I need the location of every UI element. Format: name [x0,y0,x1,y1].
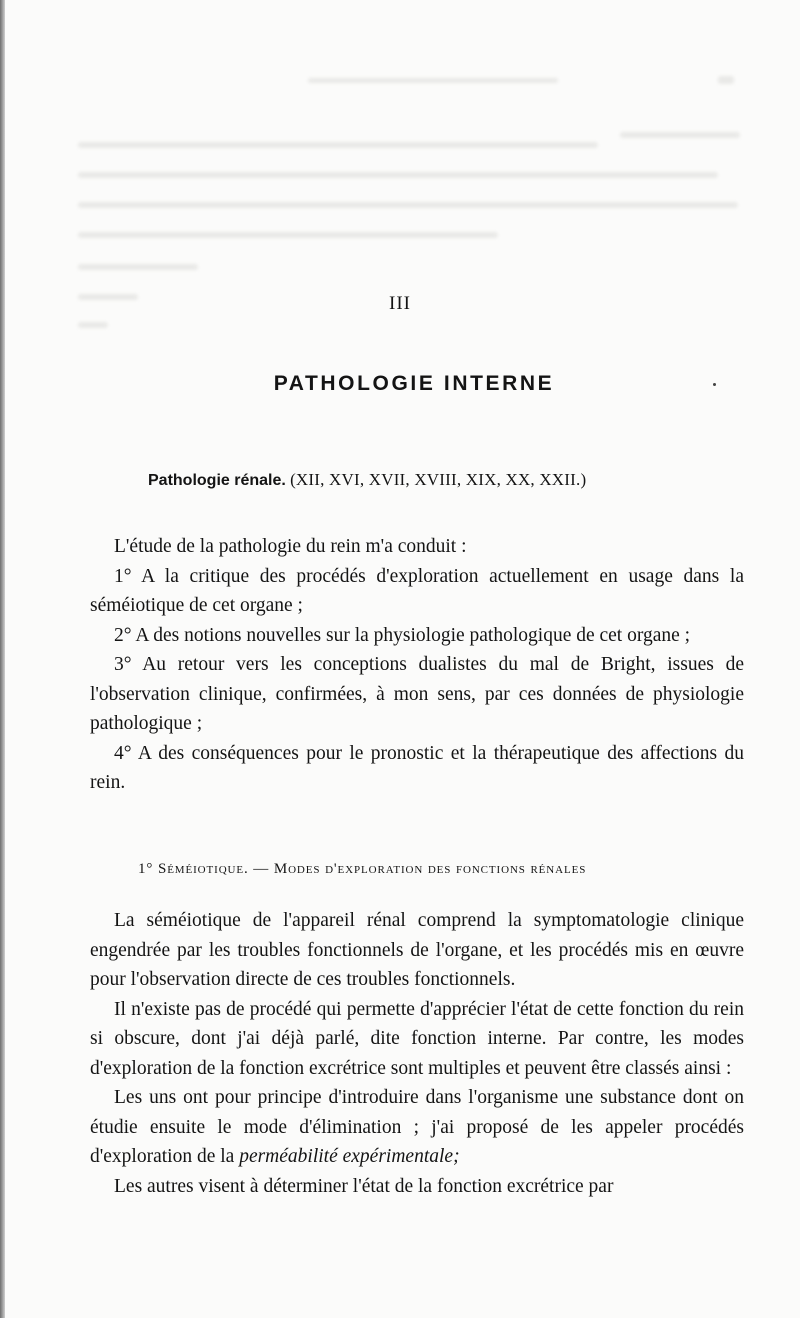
body-paragraph [90,1083,744,1172]
section-number: III [389,293,411,314]
subtitle [148,470,708,490]
body-paragraph: Il n'existe pas de procédé qui permette d'apprécier l'état de cette fonction du rein si obscure, dont j'ai déjà parlé, dite fonction interne. Par contre, les modes d'exploration de la fonction excrétrice sont multiples et peuvent être classés ainsi : [90,998,744,1079]
subsection-heading: 1° Séméiotique. — Modes d'exploration des fonctions rénales [138,861,587,877]
scan-edge [0,0,5,1318]
section-title: PATHOLOGIE INTERNE [273,372,555,395]
body-paragraph-text: Les uns ont pour principe d'introduire dans l'organisme une substance dont on étudie ensuite le mode d'élimination ; j'ai proposé de les appeler procédés d'exploration de la [90,1087,744,1167]
body-paragraph: Les autres visent à déterminer l'état de la fonction excrétrice par [114,1175,614,1197]
emphasis-text: perméabilité expérimentale; [239,1146,460,1167]
intro-paragraph: 1° A la critique des procédés d'exploration actuellement en usage dans la séméiotique de cet organe ; [90,565,744,616]
intro-text [90,532,744,798]
intro-paragraph: 2° A des notions nouvelles sur la physiologie pathologique de cet organe ; [114,624,691,646]
body-paragraph: La séméiotique de l'appareil rénal comprend la symptomatologie clinique engendrée par les troubles fonctionnels de l'organe, et les procédés mis en œuvre pour l'observation directe de ces troubles fonctionnels. [90,910,744,990]
subtitle-lead: Pathologie rénale. [148,472,286,489]
subtitle-references: (XII, XVI, XVII, XVIII, XIX, XX, XXII.) [290,470,587,489]
body-text [90,906,744,1201]
intro-paragraph: 4° A des conséquences pour le pronostic et la thérapeutique des affections du rein. [90,742,744,793]
intro-paragraph: L'étude de la pathologie du rein m'a conduit : [114,536,467,557]
intro-paragraph: 3° Au retour vers les conceptions dualistes du mal de Bright, issues de l'observation clinique, confirmées, à mon sens, par ces données de physiologie pathologique ; [90,654,744,734]
